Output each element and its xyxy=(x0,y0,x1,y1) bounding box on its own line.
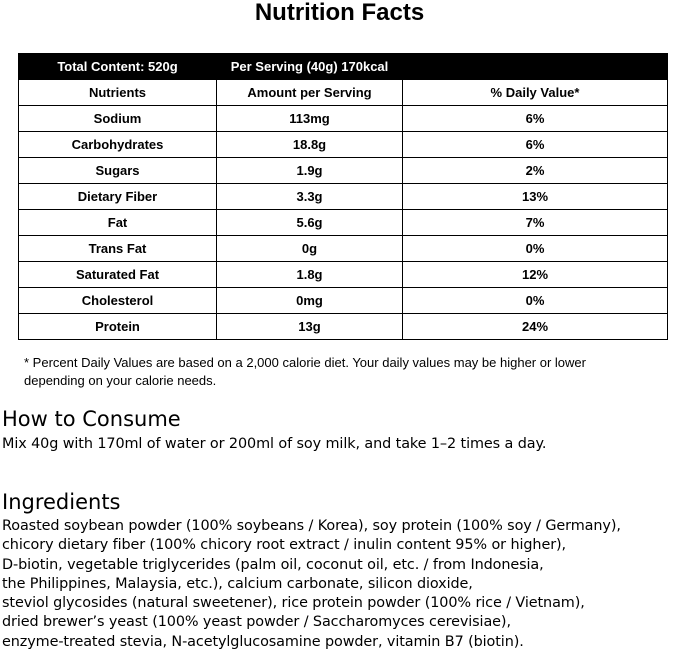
nutrient-daily-value: 13% xyxy=(403,184,668,210)
per-serving-label: Per Serving (40g) 170kcal xyxy=(217,54,403,80)
table-row xyxy=(19,314,668,340)
footnote-line: depending on your calorie needs. xyxy=(24,373,217,388)
nutrient-daily-value: 2% xyxy=(403,158,668,184)
ingredients-text xyxy=(2,517,678,652)
nutrient-daily-value: 0% xyxy=(403,236,668,262)
nutrient-name: Saturated Fat xyxy=(19,262,217,288)
page-title: Nutrition Facts xyxy=(254,0,425,26)
nutrient-name: Sodium xyxy=(19,106,217,132)
ingredients-line: chicory dietary fiber (100% chicory root extract / inulin content 95% or higher), xyxy=(2,537,566,554)
nutrient-daily-value: 6% xyxy=(403,132,668,158)
summary-empty-cell xyxy=(403,54,668,80)
how-to-consume-text xyxy=(2,435,678,454)
daily-value-footnote xyxy=(24,354,664,390)
table-row xyxy=(19,106,668,132)
nutrient-amount: 113mg xyxy=(217,106,403,132)
table-row xyxy=(19,132,668,158)
nutrient-daily-value: 12% xyxy=(403,262,668,288)
ingredients-heading: Ingredients xyxy=(2,490,121,514)
ingredients-line: the Philippines, Malaysia, etc.), calcium carbonate, silicon dioxide, xyxy=(2,575,473,592)
footnote-line: * Percent Daily Values are based on a 2,000 calorie diet. Your daily values may be higher or lower xyxy=(24,355,586,370)
nutrient-name: Protein xyxy=(19,314,217,340)
nutrient-amount: 0mg xyxy=(217,288,403,314)
nutrition-table xyxy=(18,53,668,340)
nutrient-daily-value: 6% xyxy=(403,106,668,132)
ingredients-line: enzyme-treated stevia, N-acetylglucosamine powder, vitamin B7 (biotin). xyxy=(2,633,524,650)
summary-row xyxy=(19,54,668,80)
nutrient-name: Trans Fat xyxy=(19,236,217,262)
ingredients-line: steviol glycosides (natural sweetener), rice protein powder (100% rice / Vietnam), xyxy=(2,595,585,612)
table-row xyxy=(19,262,668,288)
how-to-consume-heading: How to Consume xyxy=(2,407,181,431)
nutrient-name: Dietary Fiber xyxy=(19,184,217,210)
ingredients-line: D-biotin, vegetable triglycerides (palm oil, coconut oil, etc. / from Indonesia, xyxy=(2,556,544,573)
nutrient-amount: 1.8g xyxy=(217,262,403,288)
nutrient-daily-value: 0% xyxy=(403,288,668,314)
nutrient-amount: 3.3g xyxy=(217,184,403,210)
ingredients-line: Roasted soybean powder (100% soybeans / Korea), soy protein (100% soy / Germany), xyxy=(2,518,621,534)
nutrient-daily-value: 7% xyxy=(403,210,668,236)
nutrient-name: Fat xyxy=(19,210,217,236)
nutrient-daily-value: 24% xyxy=(403,314,668,340)
table-row xyxy=(19,210,668,236)
nutrient-amount: 13g xyxy=(217,314,403,340)
nutrient-name: Carbohydrates xyxy=(19,132,217,158)
column-header-daily-value: % Daily Value* xyxy=(403,80,668,106)
nutrient-amount: 1.9g xyxy=(217,158,403,184)
table-row xyxy=(19,184,668,210)
nutrient-name: Sugars xyxy=(19,158,217,184)
column-header-nutrients: Nutrients xyxy=(19,80,217,106)
total-content-label: Total Content: 520g xyxy=(19,54,217,80)
table-row xyxy=(19,236,668,262)
how-to-consume-line: Mix 40g with 170ml of water or 200ml of soy milk, and take 1–2 times a day. xyxy=(2,436,547,452)
nutrient-amount: 0g xyxy=(217,236,403,262)
ingredients-line: dried brewer’s yeast (100% yeast powder / Saccharomyces cerevisiae), xyxy=(2,614,511,631)
nutrient-amount: 5.6g xyxy=(217,210,403,236)
header-row xyxy=(19,80,668,106)
table-row xyxy=(19,158,668,184)
nutrient-name: Cholesterol xyxy=(19,288,217,314)
column-header-amount: Amount per Serving xyxy=(217,80,403,106)
nutrient-amount: 18.8g xyxy=(217,132,403,158)
table-row xyxy=(19,288,668,314)
